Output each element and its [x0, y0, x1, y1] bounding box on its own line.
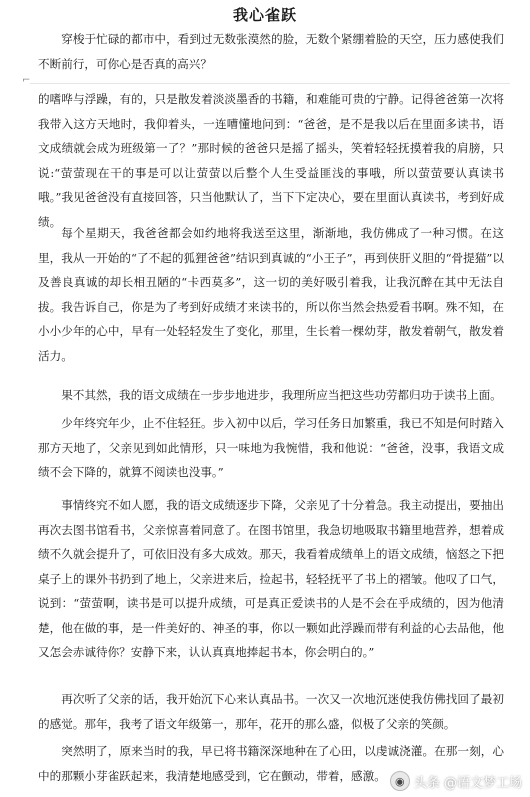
paragraph-2: 的嗜哗与浮躁，有的，只是散发着淡淡墨香的书籍，和难能可贵的宁静。记得爸爸第一次将我带入这方天地时，我仰着头，一连嘈懂地问到：“爸爸，是不是我以后在里面多读书，语文成绩就会成为班级第一了？”那时候的爸爸只是摇了摇头，笑着轻轻抚摸着我的肩膀，只说:“萤萤现在干的事是可以让萤萤以后整个人生受益匪浅的事哦，所以萤萤要认真读书哦。”我见爸爸没有直接回答，只当他默认了，当下下定决心，要在里面认真读书，考到好成绩。 — [38, 92, 504, 229]
paragraph-6: 事情终究不如人愿，我的语文成绩逐步下降，父亲见了十分着急。我主动提出，要抽出再次去图书馆看书，父亲惊喜着同意了。在图书馆里，我急切地吸取书籍里地营养，想着成绩不久就会提升了，可依旧没有多大成效。那天，我看着成绩单上的语文成绩，恼怒之下把桌子上的课外书扔到了地上，父亲进来后，捡起书，轻轻抚平了书上的褶皱。他叹了口气，说到：“萤萤啊，读书是可以提升成绩，可是真正爱读书的人是不会在乎成绩的，因为他清楚，他在做的事，是一件美好的、神圣的事，你以一颗如此浮躁而带有利益的心去品他，他又怎会赤诚待你？安静下来，认认真真地捧起书本，你会明白的。” — [38, 498, 504, 659]
paragraph-7: 再次听了父亲的话，我开始沉下心来认真品书。一次又一次地沉迷使我仿佛找回了最初的感觉。那年，我考了语文年级第一，那年，花开的那么盛，似极了父亲的笑颜。 — [38, 692, 504, 731]
paragraph-3: 每个星期天，我爸爸都会如约地将我送至这里，渐渐地，我仿佛成了一种习惯。在这里，我从一开始的“了不起的狐狸爸爸”结识到真诚的“小王子”，再到侠肝义胆的“骨提猫”以及善良真诚的却长相丑陋的“卡西莫多”，这一切的美好吸引着我，让我沉醉在其中无法自拔。我告诉自己，你是为了考到好成绩才来读书的，所以你当然会热爱看书啊。殊不知，在小小少年的心中，早有一处轻轻发生了变化，那里，生长着一棵幼芽，散发着朝气，散发着活力。 — [38, 226, 504, 363]
paragraph-5: 少年终究年少，止不住轻狂。步入初中以后，学习任务日加繁重，我已不知是何时踏入那方天地了，父亲见到如此情形，只一味地为我惋惜，我和他说：“爸爸，没事，我语文成绩不会下降的，就算不阅读也没事。” — [38, 416, 504, 479]
paragraph-4: 果不其然，我的语文成绩在一步步地进步，我理所应当把这些功劳都归功于读书上面。 — [61, 388, 502, 402]
document-title: 我心雀跃 — [232, 6, 297, 24]
paragraph-8: 突然明了，原来当时的我，早已将书籍深深地种在了心田，以虔诚浇灌。在那一刻，心中的那颗小芽雀跃起来，我清楚地感受到，它在颤动，带着，感激。 — [38, 744, 504, 783]
watermark-text: 头条 @语文梦工场 — [413, 775, 522, 791]
section-divider — [30, 83, 510, 84]
section-break-mark: ⌐ — [22, 75, 31, 86]
watermark-logo-icon: ◉ — [390, 771, 410, 791]
paragraph-1: 穿梭于忙碌的都市中，看到过无数张漠然的脸，无数个紧绷着脸的天空，压力感使我们不断前行，可你心是否真的高兴？ — [38, 32, 504, 71]
watermark — [390, 771, 522, 791]
